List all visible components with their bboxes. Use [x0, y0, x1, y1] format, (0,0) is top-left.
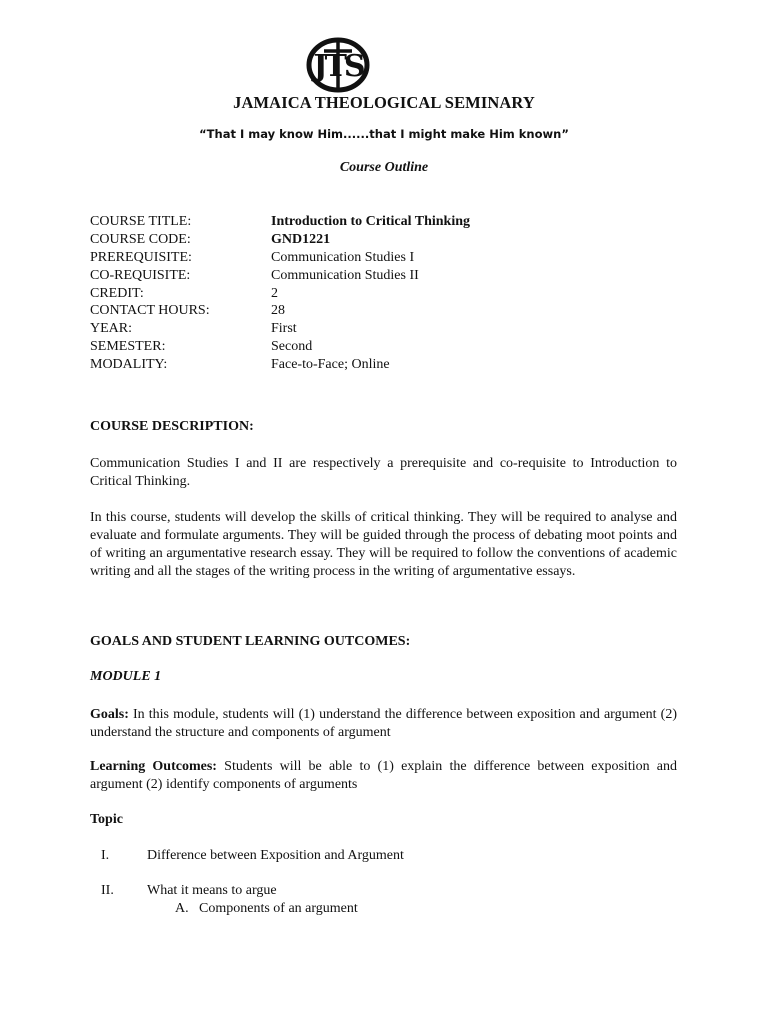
seminary-logo	[306, 36, 370, 94]
topic-text: Difference between Exposition and Argument	[147, 848, 404, 863]
topic-heading: Topic	[90, 812, 123, 827]
course-code-value: GND1221	[271, 231, 331, 247]
topic-text: What it means to argue	[147, 883, 277, 898]
learning-outcomes-paragraph	[90, 758, 677, 794]
course-title-value: Introduction to Critical Thinking	[271, 214, 471, 229]
year-label: YEAR:	[90, 321, 132, 337]
course-title-row	[90, 213, 690, 231]
svg-text:JTS: JTS	[313, 49, 363, 84]
corequisite-row	[90, 267, 690, 285]
course-info-table	[90, 213, 690, 374]
goals-paragraph	[90, 706, 677, 742]
modality-row	[90, 356, 690, 374]
document-type: Course Outline	[339, 160, 429, 175]
subtopic-text: Components of an argument	[199, 901, 358, 916]
modality-label: MODALITY:	[90, 357, 168, 373]
year-row	[90, 320, 690, 338]
modality-value: Face-to-Face; Online	[271, 357, 390, 373]
credit-label: CREDIT:	[90, 285, 144, 301]
prerequisite-value: Communication Studies I	[271, 249, 415, 265]
learning-outcomes-label: Learning Outcomes:	[90, 759, 217, 774]
seminary-motto: “That I may know Him......that I might make Him known”	[199, 127, 569, 141]
topic-number: II.	[101, 883, 114, 898]
contact-hours-label: CONTACT HOURS:	[90, 303, 210, 319]
prerequisite-label: PREREQUISITE:	[90, 249, 192, 265]
corequisite-value: Communication Studies II	[271, 267, 419, 283]
subtopic-letter: A.	[175, 901, 189, 916]
goals-text: In this module, students will (1) understand the difference between exposition and argument (2) understand the structure and components of argument	[90, 707, 677, 740]
description-paragraph-1: Communication Studies I and II are respectively a prerequisite and co-requisite to Introduction to Critical Thinking.	[90, 456, 677, 489]
goals-label: Goals:	[90, 707, 129, 722]
module-title: MODULE 1	[90, 669, 162, 684]
semester-label: SEMESTER:	[90, 339, 166, 355]
learning-outcomes-text: Students will be able to (1) explain the difference between exposition and argument (2) identify components of arguments	[90, 759, 678, 792]
course-description-heading: COURSE DESCRIPTION:	[90, 419, 254, 434]
credit-value: 2	[271, 285, 278, 301]
semester-value: Second	[271, 339, 313, 355]
course-code-row	[90, 231, 690, 249]
year-value: First	[271, 321, 297, 337]
contact-hours-row	[90, 302, 690, 320]
topic-number: I.	[101, 848, 110, 863]
semester-row	[90, 338, 690, 356]
description-paragraph-2: In this course, students will develop the skills of critical thinking. They will be required to analyse and evaluate and formulate arguments. They will be guided through the process of debating moot points and of writing an argumentative research essay. They will be required to follow the conventions of academic writing and all the stages of the writing process in the writing of argumentative essays.	[90, 510, 677, 579]
course-title-label: COURSE TITLE:	[90, 214, 192, 229]
course-code-label: COURSE CODE:	[90, 231, 191, 247]
corequisite-label: CO-REQUISITE:	[90, 267, 191, 283]
prerequisite-row	[90, 249, 690, 267]
institution-name: JAMAICA THEOLOGICAL SEMINARY	[233, 93, 535, 112]
credit-row	[90, 285, 690, 303]
goals-outcomes-heading: GOALS AND STUDENT LEARNING OUTCOMES:	[90, 634, 411, 649]
contact-hours-value: 28	[271, 303, 285, 319]
